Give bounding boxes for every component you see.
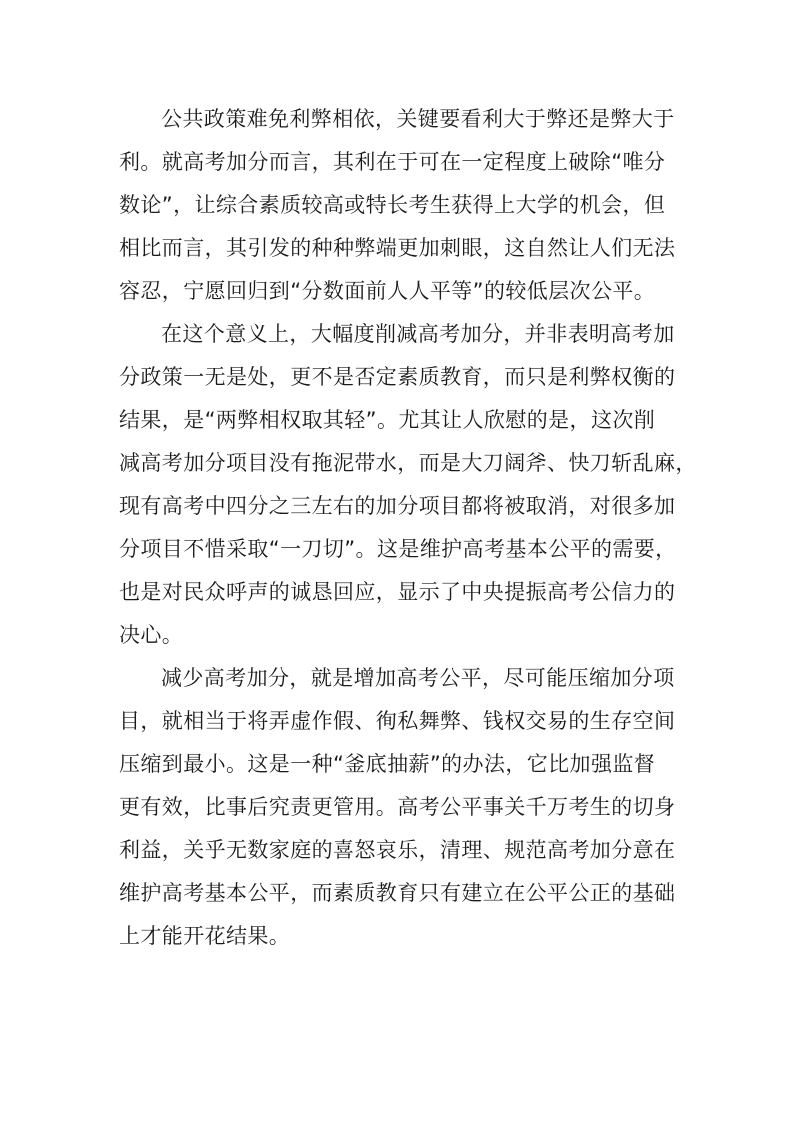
paragraph-2-line-8: 决心。 xyxy=(119,623,184,647)
paragraph-2-line-4: 减高考加分项目没有拖泥带水，而是大刀阔斧、快刀斩乱麻， xyxy=(119,451,697,475)
paragraph-3-line-1: 减少高考加分，就是增加高考公平，尽可能压缩加分项 xyxy=(161,666,675,690)
paragraph-2-line-3: 结果，是“两弊相权取其轻”。尤其让人欣慰的是，这次削 xyxy=(119,408,656,432)
paragraph-3-line-6: 维护高考基本公平，而素质教育只有建立在公平公正的基础 xyxy=(119,881,676,905)
paragraph-3-line-2: 目，就相当于将弄虚作假、徇私舞弊、钱权交易的生存空间 xyxy=(119,709,676,733)
paragraph-3-line-3: 压缩到最小。这是一种“釜底抽薪”的办法，它比加强监督 xyxy=(119,752,656,776)
paragraph-1-line-1: 公共政策难免利弊相依，关键要看利大于弊还是弊大于 xyxy=(161,107,675,131)
paragraph-1-line-3: 数论”，让综合素质较高或特长考生获得上大学的机会，但 xyxy=(119,193,666,217)
paragraph-3-line-5: 利益，关乎无数家庭的喜怒哀乐，清理、规范高考加分意在 xyxy=(119,838,676,862)
paragraph-2-line-2: 分政策一无是处，更不是否定素质教育，而只是利弊权衡的 xyxy=(119,365,676,389)
paragraph-3-line-4: 更有效，比事后究责更管用。高考公平事关千万考生的切身 xyxy=(119,795,676,819)
paragraph-1-line-4: 相比而言，其引发的种种弊端更加刺眼，这自然让人们无法 xyxy=(119,236,676,260)
paragraph-2-line-5: 现有高考中四分之三左右的加分项目都将被取消，对很多加 xyxy=(119,494,676,518)
paragraph-2-line-6: 分项目不惜采取“一刀切”。这是维护高考基本公平的需要， xyxy=(119,537,677,561)
paragraph-3-line-7: 上才能开花结果。 xyxy=(119,924,291,948)
paragraph-1-line-5: 容忍，宁愿回归到“分数面前人人平等”的较低层次公平。 xyxy=(119,279,656,303)
paragraph-1-line-2: 利。就高考加分而言，其利在于可在一定程度上破除“唯分 xyxy=(119,150,666,174)
paragraph-2-line-7: 也是对民众呼声的诚恳回应，显示了中央提振高考公信力的 xyxy=(119,580,676,604)
paragraph-2-line-1: 在这个意义上，大幅度削减高考加分，并非表明高考加 xyxy=(161,322,675,346)
